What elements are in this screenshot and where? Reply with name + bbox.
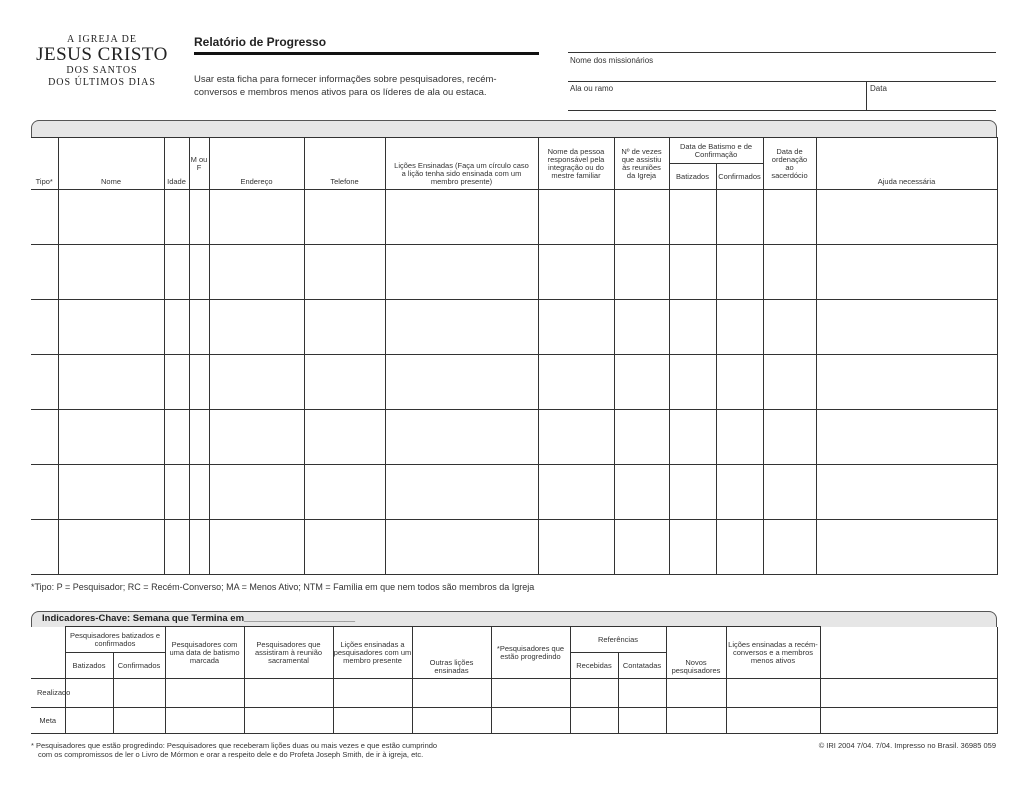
ind-col-1: Pesquisadores batizados e confirmados [65,627,165,653]
indicators-header-bar [31,611,997,627]
ind-col-3: Pesquisadores que assistiram à reunião sacramental [244,627,333,679]
date-divider [866,81,867,110]
footnote [31,741,437,759]
logo-line-3: DOS SANTOS [66,65,138,76]
col-batismo: Data de Batismo e de Confirmação [669,138,763,164]
row-meta: Meta [31,708,65,734]
indicators-title: Indicadores-Chave: Semana que Termina em_____________________ [42,613,355,624]
col-nome: Nome [58,138,164,190]
table-row [31,245,997,300]
col-licoes: Lições Ensinadas (Faça um círculo caso a lição tenha sido ensinada com um membro presente) [385,138,538,190]
col-responsavel: Nome da pessoa responsável pela integração ou do mestre familiar [538,138,614,190]
logo-line-4: DOS ÚLTIMOS DIAS [48,77,156,88]
ward-date-field[interactable] [568,110,996,111]
table-row [31,190,997,245]
col-idade: Idade [164,138,189,190]
table-row [31,410,997,465]
ind-col-7: Referências [570,627,666,653]
table-row [31,679,997,708]
date-label: Data [870,84,887,93]
indicators-table [31,626,998,734]
main-table-header-bar [31,120,997,138]
logo-line-2: JESUS CRISTO [36,44,168,65]
type-note: *Tipo: P = Pesquisador; RC = Recém-Converso; MA = Menos Ativo; NTM = Família em que nem todos são membros da Igreja [31,582,535,592]
ind-recebidas: Recebidas [570,653,618,679]
col-vezes: Nº de vezes que assistiu às reuniões da Igreja [614,138,669,190]
table-row [31,520,997,575]
footnote-line-1: * Pesquisadores que estão progredindo: Pesquisadores que receberam lições duas ou mais vezes e que estão cumprindo [31,741,438,750]
table-row [31,708,997,734]
ind-col-8: Novos pesquisadores [666,627,726,679]
row-realizado: Realizado [31,679,65,708]
ward-label: Ala ou ramo [570,84,614,93]
instructions-text: Usar esta ficha para fornecer informações sobre pesquisadores, recém-conversos e membros menos ativos para os líderes de ala ou estaca. [194,74,497,98]
footnote-line-2: com os compromissos de ler o Livro de Mórmon e orar a respeito dele e do Profeta Joseph Smith, de ir à igreja, etc. [38,750,424,759]
ind-contatadas: Contatadas [618,653,666,679]
col-ajuda: Ajuda necessária [816,138,997,190]
table-row [31,300,997,355]
missionaries-field[interactable] [568,81,996,82]
col-confirmados: Confirmados [716,164,763,190]
col-mf: M ou F [189,138,209,190]
col-ordenacao: Data de ordenação ao sacerdócio [763,138,816,190]
logo-line-1: A IGREJA DE [67,34,137,45]
col-batizados: Batizados [669,164,716,190]
missionaries-label: Nome dos missionários [570,56,654,65]
missionaries-top-line [568,52,996,53]
col-telefone: Telefone [304,138,385,190]
table-row [31,465,997,520]
ind-col-6: *Pesquisadores que estão progredindo [491,627,570,679]
ind-col-2: Pesquisadores com uma data de batismo marcada [165,627,244,679]
ind-col-5: Outras lições ensinadas [412,627,491,679]
ind-col-9: Lições ensinadas a recém-conversos e a membros menos ativos [726,627,820,679]
copyright: © IRI 2004 7/04. 7/04. Impresso no Brasil. 36985 059 [818,741,996,750]
ind-confirmados: Confirmados [113,653,165,679]
col-endereco: Endereço [209,138,304,190]
title-rule [194,52,539,55]
page-title: Relatório de Progresso [194,35,327,49]
ind-col-4: Lições ensinadas a pesquisadores com um membro presente [333,627,412,679]
col-tipo: Tipo* [31,138,58,190]
ind-batizados: Batizados [65,653,113,679]
progress-table [31,137,998,575]
church-logo [22,34,182,89]
table-row [31,355,997,410]
